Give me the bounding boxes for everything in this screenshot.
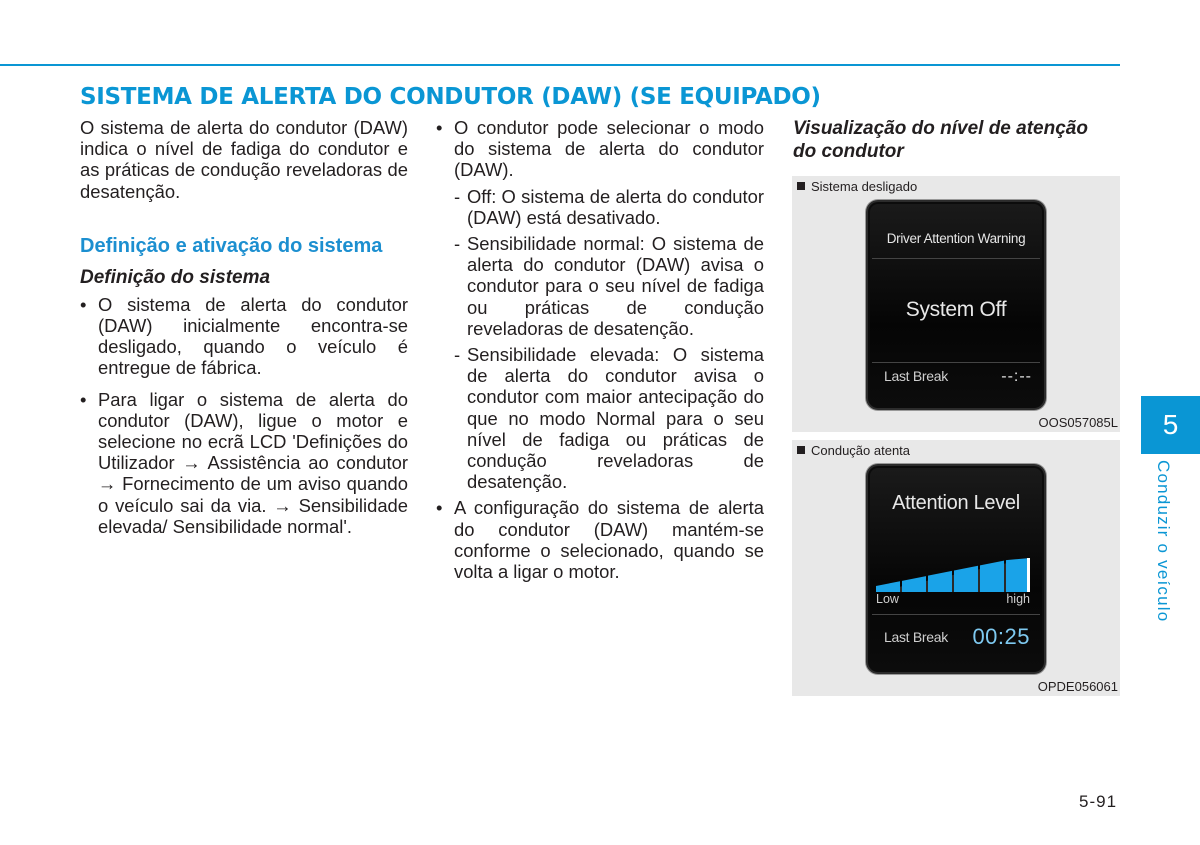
lcd-display (868, 202, 1044, 408)
chapter-tab: 5 (1141, 396, 1200, 454)
dash-list (454, 186, 764, 493)
column-2 (436, 117, 764, 582)
figure-code: OPDE056061 (1037, 679, 1118, 694)
low-label: Low (876, 592, 899, 606)
lcd-status: System Off (905, 298, 1007, 321)
bullet-glyph: • (80, 293, 87, 315)
subheading: Definição do sistema (80, 266, 271, 288)
top-rule (0, 64, 1120, 66)
column-1 (80, 117, 408, 537)
dash-item: - Sensibilidade normal: O sistema de alerta do condutor (DAW) avisa o condutor para o seu nível de fadiga ou práticas de condução reveladoras de desatenção. (454, 233, 764, 339)
figure-code: OOS057085L (1038, 415, 1118, 430)
list-item: • O sistema de alerta do condutor (DAW) inicialmente encontra-se desligado, quando o veículo é entregue de fábrica. (80, 293, 408, 379)
attention-level-bar-graph (876, 558, 1030, 592)
attention-level-segment (980, 561, 1004, 592)
last-break-value: --:-- (1001, 368, 1032, 385)
attention-level-indicator (1027, 558, 1030, 592)
section-heading: Definição e ativação do sistema (80, 234, 383, 257)
dash-item: - Off: O sistema de alerta do condutor (DAW) está desativado. (454, 185, 764, 228)
figure-caption: Sistema desligado (797, 179, 917, 194)
last-break-label: Last Break (884, 629, 948, 645)
page-number: 5-91 (1079, 792, 1118, 811)
square-bullet-icon (797, 182, 805, 190)
list-item: • O condutor pode selecionar o modo do sistema de alerta do condutor (DAW). - Off: O sistema de alerta do condutor (DAW) está desativado. - Sensibilidade normal: O sistema de alerta do condutor (DAW) avisa o condutor para o seu nível de fadiga ou práticas de condução reveladoras de desatenção. - Sensibilidade elevada: O sistema de alerta do condutor avisa o condutor com maior antecipação do que no modo Normal para o seu nível de fadiga ou práticas de condução reveladoras de desatenção. (436, 117, 764, 493)
attention-level-segment (928, 571, 952, 592)
square-bullet-icon (797, 446, 805, 454)
attention-level-segment (876, 581, 900, 592)
attention-level-segment (1006, 558, 1030, 592)
display-heading: Visualização do nível de atenção do condutor (793, 118, 1088, 162)
bullet-glyph: • (436, 117, 443, 138)
figure-attentive-driving (792, 440, 1120, 696)
list-item: • Para ligar o sistema de alerta do condutor (DAW), ligue o motor e selecione no ecrã LCD 'Definições do Utilizador → Assistência ao condutor → Fornecimento de um aviso quando o veículo sai da via. → Sensibilidade elevada/ Sensibilidade normal'. (80, 388, 408, 537)
lcd-divider (872, 362, 1040, 363)
intro-paragraph: O sistema de alerta do condutor (DAW) indica o nível de fadiga do condutor e as práticas de condução reveladoras de desatenção. (80, 117, 408, 202)
bullet-glyph: • (436, 497, 443, 519)
last-break-value: 00:25 (972, 624, 1030, 649)
high-label: high (1006, 592, 1030, 606)
attention-level-segment (902, 576, 926, 592)
lcd-title: Attention Level (892, 492, 1020, 514)
page-title: SISTEMA DE ALERTA DO CONDUTOR (DAW) (SE EQUIPADO) (80, 84, 821, 110)
lcd-divider (872, 614, 1040, 615)
last-break-label: Last Break (884, 368, 948, 384)
lcd-display (868, 466, 1044, 672)
figure-caption: Condução atenta (797, 443, 910, 458)
attention-level-segment (954, 566, 978, 592)
lcd-title: Driver Attention Warning (886, 231, 1026, 246)
bullet-glyph: • (80, 388, 87, 410)
figure-system-off (792, 176, 1120, 432)
dash-item: - Sensibilidade elevada: O sistema de alerta do condutor avisa o condutor com maior antecipação do que no modo Normal para o seu nível de fadiga ou práticas de condução reveladoras de desatenção. (454, 344, 764, 493)
bullet-list (436, 117, 764, 582)
list-item: • A configuração do sistema de alerta do condutor (DAW) mantém-se conforme o selecionado, quando se volta a ligar o motor. (436, 497, 764, 583)
lcd-divider (872, 258, 1040, 259)
bullet-list (80, 294, 408, 537)
chapter-title: Conduzir o veículo (1154, 460, 1173, 623)
